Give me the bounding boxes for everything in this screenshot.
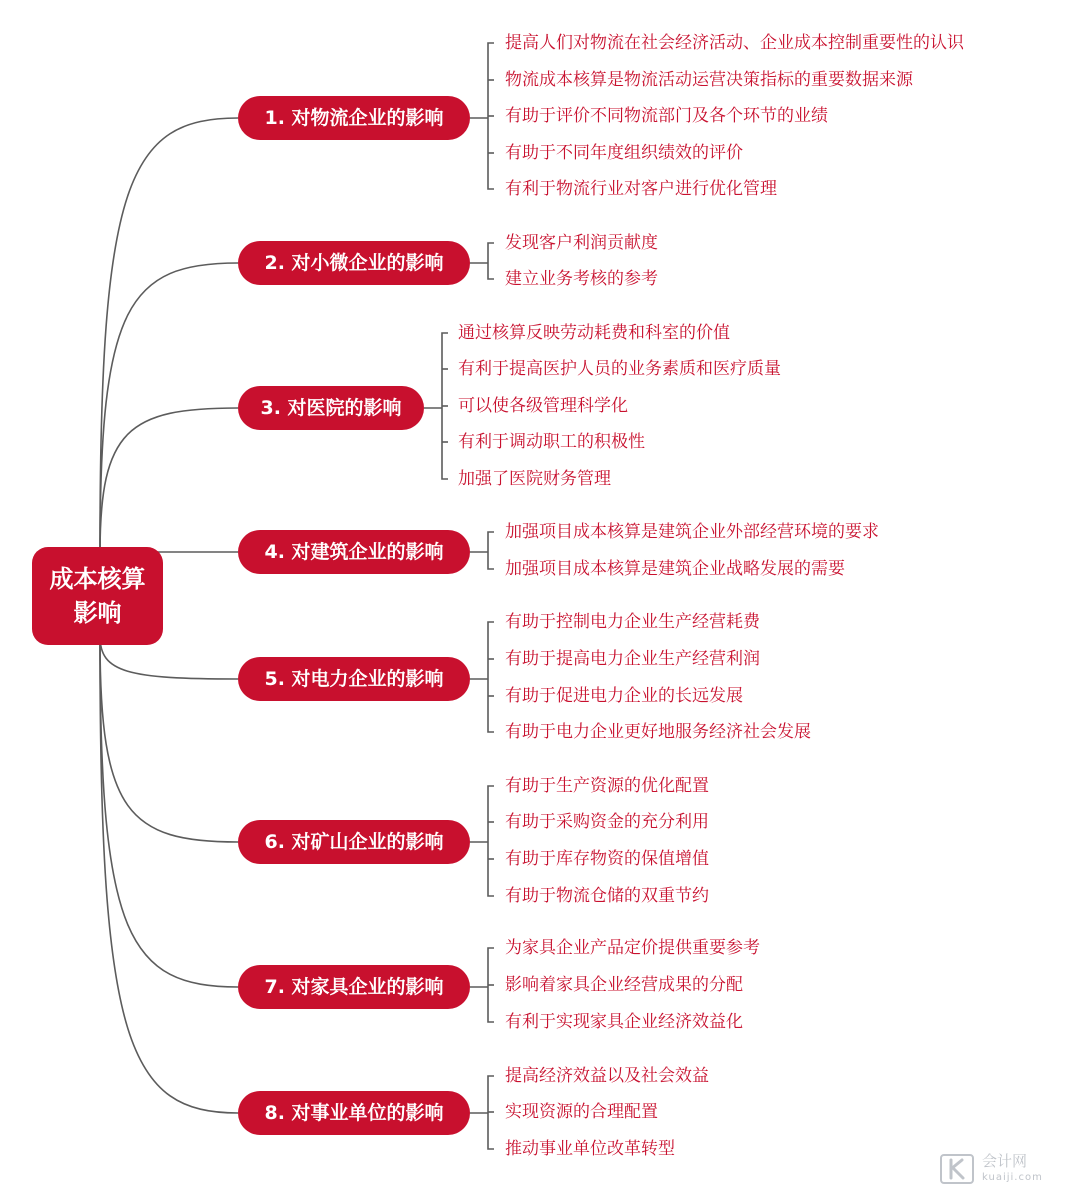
leaf-item: 有助于不同年度组织绩效的评价 [505,143,743,163]
leaf-item: 物流成本核算是物流活动运营决策指标的重要数据来源 [505,70,913,90]
leaf-item: 有利于提高医护人员的业务素质和医疗质量 [458,359,781,379]
leaf-item: 有助于电力企业更好地服务经济社会发展 [505,722,811,742]
leaf-item: 提高经济效益以及社会效益 [505,1066,709,1086]
leaf-item: 加强了医院财务管理 [458,469,611,489]
leaf-item: 有助于评价不同物流部门及各个环节的业绩 [505,106,828,126]
root-node [32,547,163,645]
branch-node-7: 7. 对家具企业的影响 [238,965,470,1009]
kuaiji-logo-icon [940,1154,974,1184]
leaf-item: 有利于实现家具企业经济效益化 [505,1012,743,1032]
leaf-item: 有利于物流行业对客户进行优化管理 [505,179,777,199]
leaf-item: 推动事业单位改革转型 [505,1139,675,1159]
leaf-item: 有利于调动职工的积极性 [458,432,645,452]
leaf-item: 有助于物流仓储的双重节约 [505,886,709,906]
leaf-item: 有助于提高电力企业生产经营利润 [505,649,760,669]
bracket-6 [488,786,494,896]
leaf-item: 通过核算反映劳动耗费和科室的价值 [458,323,730,343]
branch-node-4: 4. 对建筑企业的影响 [238,530,470,574]
root-connector-7 [100,643,238,988]
leaf-item: 提高人们对物流在社会经济活动、企业成本控制重要性的认识 [505,33,964,53]
branch-node-6: 6. 对矿山企业的影响 [238,820,470,864]
root-connector-3 [100,408,238,553]
root-title-line1: 成本核算 [49,565,146,593]
bracket-4 [488,532,494,569]
watermark-domain: kuaiji.com [982,1172,1043,1183]
branch-node-1: 1. 对物流企业的影响 [238,96,470,140]
leaf-item: 有助于库存物资的保值增值 [505,849,709,869]
root-title-line2: 影响 [73,599,122,627]
leaf-item: 加强项目成本核算是建筑企业外部经营环境的要求 [505,522,879,542]
leaf-item: 有助于采购资金的充分利用 [505,812,709,832]
leaf-item: 实现资源的合理配置 [505,1102,658,1122]
leaf-item: 加强项目成本核算是建筑企业战略发展的需要 [505,559,845,579]
root-connector-6 [100,640,238,842]
leaf-item: 可以使各级管理科学化 [458,396,628,416]
branch-node-5: 5. 对电力企业的影响 [238,657,470,701]
leaf-item: 发现客户利润贡献度 [505,233,658,253]
root-connector-2 [100,263,238,550]
leaf-item: 有助于控制电力企业生产经营耗费 [505,612,760,632]
bracket-2 [488,243,494,279]
leaf-item: 有助于促进电力企业的长远发展 [505,686,743,706]
branch-node-8: 8. 对事业单位的影响 [238,1091,470,1135]
watermark [940,1150,1080,1190]
branch-node-3: 3. 对医院的影响 [238,386,424,430]
leaf-item: 有助于生产资源的优化配置 [505,776,709,796]
leaf-item: 影响着家具企业经营成果的分配 [505,975,743,995]
watermark-name: 会计网 [982,1152,1028,1170]
leaf-item: 建立业务考核的参考 [505,269,658,289]
branch-node-2: 2. 对小微企业的影响 [238,241,470,285]
bracket-5 [488,622,494,732]
root-connector-8 [100,645,238,1113]
leaf-item: 为家具企业产品定价提供重要参考 [505,938,760,958]
